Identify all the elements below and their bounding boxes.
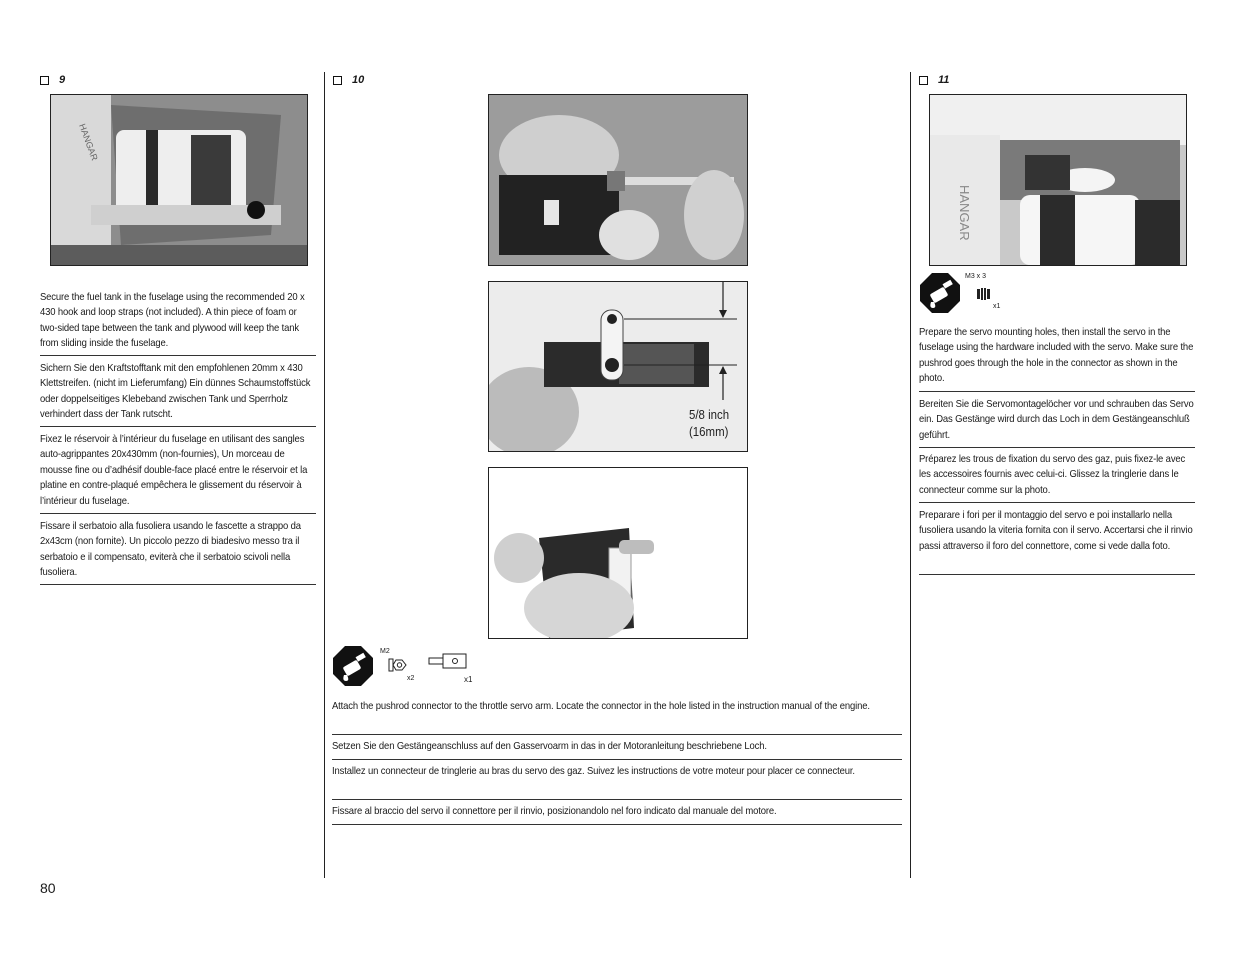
- step-9-rule-4: [40, 584, 316, 585]
- measurement-inches: 5/8 inch: [689, 407, 730, 422]
- servo-installed-illustration: [930, 95, 1186, 265]
- servo-screwdriver-illustration: [489, 95, 747, 265]
- step-11-text-fr: Préparez les trous de fixation du servo des gaz, puis fixez-le avec les accessoires fournis avec celui-ci. Glissez la tringlerie dans le connecteur comme sur la photo.: [919, 454, 1186, 496]
- screw-icon-step-11: [976, 287, 992, 301]
- step-9-number: 9: [59, 74, 66, 86]
- step-10-photo-2: [488, 281, 748, 452]
- step-10-photo-3: [488, 467, 748, 639]
- step-11-rule-4: [919, 574, 1195, 575]
- step-11-screw-qty: x1: [993, 303, 1001, 310]
- step-10-screw-size: M2: [380, 648, 390, 655]
- step-11-screw-size: M3 x 3: [965, 273, 987, 280]
- measurement-label: [689, 406, 729, 440]
- column-divider-left: [324, 72, 325, 878]
- step-11-rule-3: [919, 502, 1195, 503]
- step-10-header: [333, 74, 364, 86]
- step-10-checkbox[interactable]: [333, 76, 342, 85]
- step-10-rule-1: [332, 734, 902, 735]
- step-11-rule-2: [919, 447, 1195, 448]
- step-11-checkbox[interactable]: [919, 76, 928, 85]
- step-9-photo-text: HANGAR: [77, 122, 100, 162]
- pushrod-connector-icon: [428, 653, 468, 669]
- step-9-photo: [50, 94, 308, 266]
- step-9-text-fr: Fixez le réservoir à l’intérieur du fuselage en utilisant des sangles auto-agrippantes 20x430mm (non-fournies), Un morceau de mousse fine ou d’adhésif double-face placé entre le réservoir et la platine en contre-plaqué empêchera le glissement du réservoir à l’intérieur du fuselage.: [40, 434, 308, 507]
- step-10-text-de: Setzen Sie den Gestängeanschluss auf den Gasservoarm in das in der Motoranleitung beschriebene Loch.: [332, 741, 767, 752]
- step-9-text-en: Secure the fuel tank in the fuselage using the recommended 20 x 430 hook and loop straps (not included). A thin piece of foam or two-sided tape between the tank and plywood will keep the tank from sliding inside the fuselage.: [40, 292, 305, 350]
- step-10-connector-qty: x1: [464, 675, 473, 684]
- servo-connector-illustration: [489, 468, 747, 638]
- screw-icon: [388, 657, 410, 673]
- step-9-text-de: Sichern Sie den Kraftstofftank mit den empfohlenen 20mm x 430 Klettstreifen. (nicht im Lieferumfang) Ein dünnes Schaumstoffstück oder doppelseitiges Klebeband zwischen Tank und Sperrholz verhindert dass der Tank rutscht.: [40, 363, 311, 421]
- measurement-mm: (16mm): [689, 424, 729, 439]
- step-10-text-en: Attach the pushrod connector to the throttle servo arm. Locate the connector in the hole listed in the instruction manual of the engine.: [332, 701, 870, 712]
- column-divider-right: [910, 72, 911, 878]
- step-10-photo-1: [488, 94, 748, 266]
- step-11-number: 11: [938, 74, 950, 86]
- step-10-text-fr: Installez un connecteur de tringlerie au bras du servo des gaz. Suivez les instructions de votre moteur pour placer ce connecteur.: [332, 766, 855, 777]
- step-9-rule-1: [40, 355, 316, 356]
- step-9-checkbox[interactable]: [40, 76, 49, 85]
- step-9-rule-2: [40, 426, 316, 427]
- step-9-header: [40, 74, 65, 86]
- fuel-tank-illustration: [51, 95, 307, 265]
- step-9-text-it: Fissare il serbatoio alla fusoliera usando le fascette a strappo da 2x43cm (non fornite). Un piccolo pezzo di biadesivo messo tra il serbatoio e il compensato, eviterà che il serbatoio scivoli nella fusoliera.: [40, 521, 301, 579]
- step-11-photo: [929, 94, 1187, 266]
- page-number: 80: [40, 880, 56, 896]
- step-9-rule-3: [40, 513, 316, 514]
- step-10-text-it: Fissare al braccio del servo il connettore per il rinvio, posizionandolo nel foro indicato dal manuale del motore.: [332, 806, 777, 817]
- step-11-text-de: Bereiten Sie die Servomontagelöcher vor und schrauben das Servo ein. Das Gestänge wird durch das Loch in dem Gestängeanschluß geführt.: [919, 399, 1194, 441]
- step-10-thread-lock-icon: [332, 645, 374, 687]
- step-11-rule-1: [919, 391, 1195, 392]
- step-11-text-en: Prepare the servo mounting holes, then install the servo in the fuselage using the hardware included with the servo. Make sure the pushrod goes through the hole in the connector as shown in the photo.: [919, 327, 1194, 385]
- step-10-rule-3: [332, 799, 902, 800]
- step-11-text-it: Preparare i fori per il montaggio del servo e poi installarlo nella fusoliera usando la viteria fornita con il servo. Accertarsi che il rinvio passi attraverso il foro del connettore, come si vede dalla foto.: [919, 510, 1193, 552]
- step-10-rule-2: [332, 759, 902, 760]
- step-10-screw-qty: x2: [407, 675, 415, 682]
- step-10-rule-4: [332, 824, 902, 825]
- step-10-number: 10: [352, 74, 365, 86]
- step-11-thread-lock-icon: [919, 272, 961, 314]
- step-11-photo-text: HANGAR: [957, 185, 972, 241]
- step-11-header: [919, 74, 949, 86]
